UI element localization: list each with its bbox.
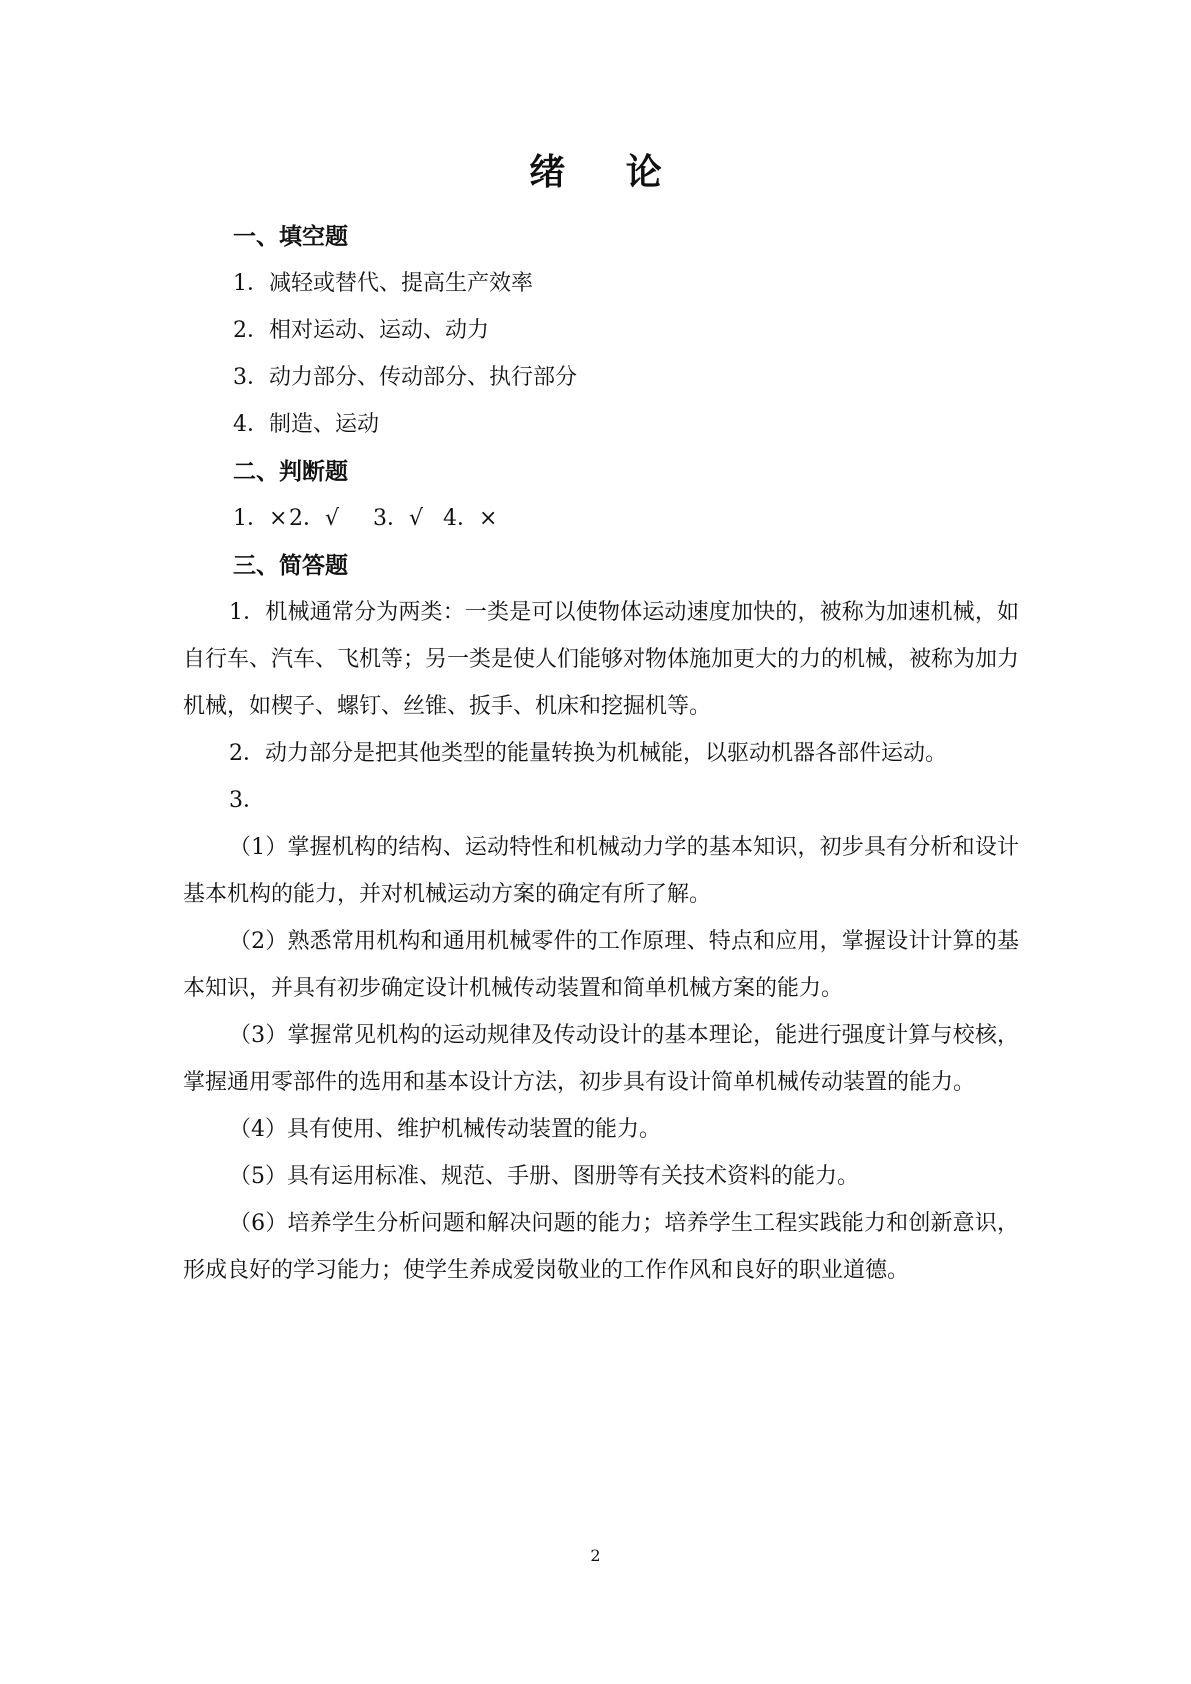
fill-blank-answer-1: 1．减轻或替代、提高生产效率 xyxy=(233,271,533,296)
short-answer-3-item-4: （4）具有使用、维护机械传动装置的能力。 xyxy=(229,1117,661,1142)
fill-blank-answer-3: 3．动力部分、传动部分、执行部分 xyxy=(233,365,577,390)
short-answer-3-label: 3． xyxy=(229,788,265,813)
fill-blank-answer-4: 4．制造、运动 xyxy=(233,412,379,437)
true-false-answer-2: 2．√ xyxy=(289,506,340,531)
page-title: 绪 论 xyxy=(529,151,686,193)
page-number: 2 xyxy=(590,1546,601,1565)
true-false-answers xyxy=(183,495,1019,542)
short-answer-3-item-3: （3）掌握常见机构的运动规律及传动设计的基本理论，能进行强度计算与校核，掌握通用零部件的选用和基本设计方法，初步具有设计简单机械传动装置的能力。 xyxy=(183,1023,1019,1095)
short-answer-1: 1．机械通常分为两类：一类是可以使物体运动速度加快的，被称为加速机械，如自行车、汽车、飞机等；另一类是使人们能够对物体施加更大的力的机械，被称为加力机械，如楔子、螺钉、丝锥、扳手、机床和挖掘机等。 xyxy=(183,600,1020,719)
true-false-answer-4: 4．× xyxy=(443,506,498,531)
short-answer-2: 2．动力部分是把其他类型的能量转换为机械能，以驱动机器各部件运动。 xyxy=(229,741,947,766)
short-answer-3-item-2: （2）熟悉常用机构和通用机械零件的工作原理、特点和应用，掌握设计计算的基本知识，并具有初步确定设计机械传动装置和简单机械方案的能力。 xyxy=(183,929,1019,1001)
fill-blank-answer-2: 2．相对运动、运动、动力 xyxy=(233,318,489,343)
true-false-answer-3: 3．√ xyxy=(373,506,424,531)
true-false-answer-1: 1．× xyxy=(233,506,288,531)
short-answer-3-item-6: （6）培养学生分析问题和解决问题的能力；培养学生工程实践能力和创新意识，形成良好的学习能力；使学生养成爱岗敬业的工作作风和良好的职业道德。 xyxy=(183,1211,1019,1283)
fill-blank-heading: 一、填空题 xyxy=(233,223,348,250)
answer-content xyxy=(183,213,1019,1294)
short-answer-3-item-1: （1）掌握机构的结构、运动特性和机械动力学的基本知识，初步具有分析和设计基本机构的能力，并对机械运动方案的确定有所了解。 xyxy=(183,835,1019,907)
true-false-heading: 二、判断题 xyxy=(233,458,348,485)
short-answer-heading: 三、简答题 xyxy=(233,552,348,579)
short-answer-3-item-5: （5）具有运用标准、规范、手册、图册等有关技术资料的能力。 xyxy=(229,1164,859,1189)
